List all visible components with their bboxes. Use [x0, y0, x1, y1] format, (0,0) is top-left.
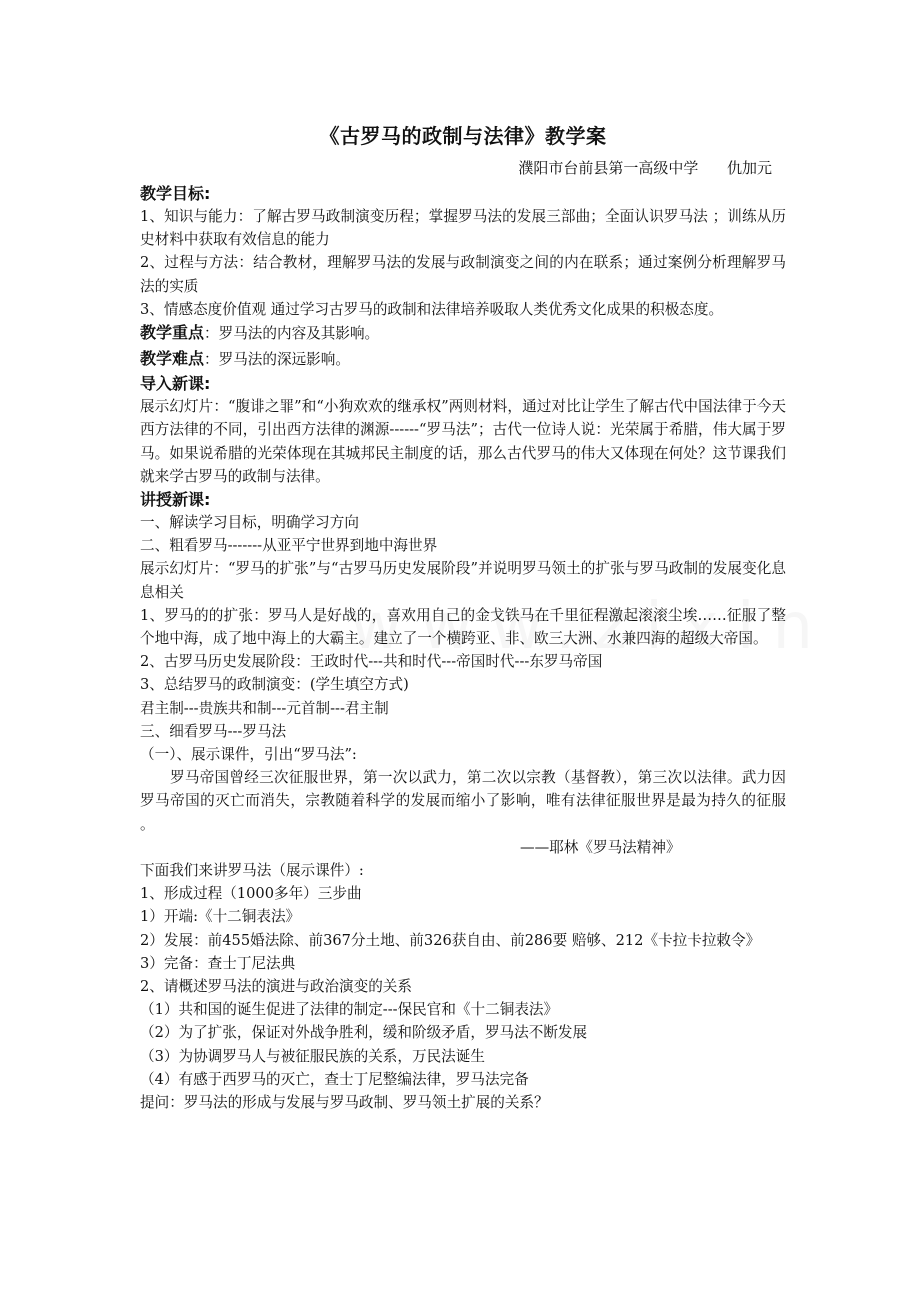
- quote-text: 罗马帝国曾经三次征服世界，第一次以武力，第二次以宗教（基督教），第三次以法律。武力因罗马帝国的灭亡而消失，宗教随着科学的发展而缩小了影响，唯有法律征服世界是最为持久的征服 。: [140, 769, 786, 833]
- difficulty-point: [140, 347, 786, 373]
- lecture-line-7: 君主制---贵族共和制---元首制---君主制: [140, 699, 389, 717]
- key-point-text: ：罗马法的内容及其影响。: [204, 325, 380, 343]
- law-line-2: 1、形成过程（1000多年）三步曲: [140, 885, 362, 903]
- law-line-1: 下面我们来讲罗马法（展示课件）:: [140, 862, 364, 880]
- law-line-8: （2）为了扩张，保证对外战争胜利，缓和阶级矛盾，罗马法不断发展: [140, 1024, 588, 1042]
- law-line-3: 1）开端:《十二铜表法》: [140, 908, 301, 926]
- lecture-line-9: （一）、展示课件，引出“罗马法”:: [140, 746, 357, 764]
- lecture-line-5: 2、古罗马历史发展阶段：王政时代---共和时代---帝国时代---东罗马帝国: [140, 653, 603, 671]
- objectives-heading: 教学目标:: [140, 184, 211, 203]
- quote-source: ——耶林《罗马法精神》: [520, 838, 681, 856]
- law-line-7: （1）共和国的诞生促进了法律的制定---保民官和《十二铜表法》: [140, 1001, 559, 1019]
- objective-1: 1、知识与能力：了解古罗马政制演变历程；掌握罗马法的发展三部曲；全面认识罗马法 ；训练从历史材料中获取有效信息的能力: [140, 208, 786, 249]
- lecture-line-1: 一、解读学习目标，明确学习方向: [140, 514, 359, 532]
- lecture-line-4: 1、罗马的的扩张：罗马人是好战的，喜欢用自己的金戈铁马在千里征程激起滚滚尘埃……征服了整个地中海，成了地中海上的大霸主。建立了一个横跨亚、非、欧三大洲、水兼四海的超级大帝国。: [140, 606, 786, 648]
- law-line-5: 3）完备：查士丁尼法典: [140, 954, 296, 972]
- author-line: 濮阳市台前县第一高级中学 仇加元: [518, 159, 772, 177]
- key-point-label: 教学重点: [140, 323, 205, 343]
- law-line-11: 提问：罗马法的形成与发展与罗马政制、罗马领土扩展的关系？: [140, 1094, 549, 1112]
- lecture-line-3: 展示幻灯片：“罗马的扩张”与“古罗马历史发展阶段”并说明罗马领土的扩张与罗马政制的发展变化息息相关: [140, 560, 786, 601]
- lecture-heading: 讲授新课:: [140, 490, 211, 510]
- objective-2: 2、过程与方法：结合教材，理解罗马法的发展与政制演变之间的内在联系；通过案例分析理解罗马法的实质: [140, 254, 786, 295]
- law-line-4: 2）发展：前455婚法除、前367分土地、前326获自由、前286要 赔够、212《卡拉卡拉敕令》: [140, 931, 761, 949]
- lecture-line-6: 3、总结罗马的政制演变：(学生填空方式): [140, 676, 409, 694]
- law-line-6: 2、请概述罗马法的演进与政治演变的关系: [140, 978, 412, 996]
- key-point: [140, 321, 786, 347]
- document-title: 《古罗马的政制与法律》教学案: [319, 124, 607, 148]
- difficulty-label: 教学难点: [140, 348, 205, 368]
- intro-text: 展示幻灯片：“腹诽之罪”和“小狗欢欢的继承权”两则材料，通过对比让学生了解古代中国法律于今天西方法律的不同，引出西方法律的渊源------“罗马法”；古代一位诗人说：光荣属于希腊，伟大属于罗马。如果说希腊的光荣体现在其城邦民主制度的话，那么古代罗马的伟大又体现在何处？这节课我们就来学古罗马的政制与法律。: [140, 398, 786, 485]
- lecture-line-8: 三、细看罗马---罗马法: [140, 722, 287, 740]
- law-line-9: （3）为协调罗马人与被征服民族的关系，万民法诞生: [140, 1047, 485, 1065]
- document-page: [140, 118, 786, 1114]
- difficulty-text: ：罗马法的深远影响。: [204, 350, 350, 368]
- objective-3: 3、情感态度价值观 通过学习古罗马的政制和法律培养吸取人类优秀文化成果的积极态度。: [140, 300, 724, 318]
- lecture-line-2: 二、粗看罗马-------从亚平宁世界到地中海世界: [140, 537, 438, 555]
- intro-heading: 导入新课:: [140, 374, 211, 394]
- law-line-10: （4）有感于西罗马的灭亡，查士丁尼整编法律，罗马法完备: [140, 1070, 529, 1088]
